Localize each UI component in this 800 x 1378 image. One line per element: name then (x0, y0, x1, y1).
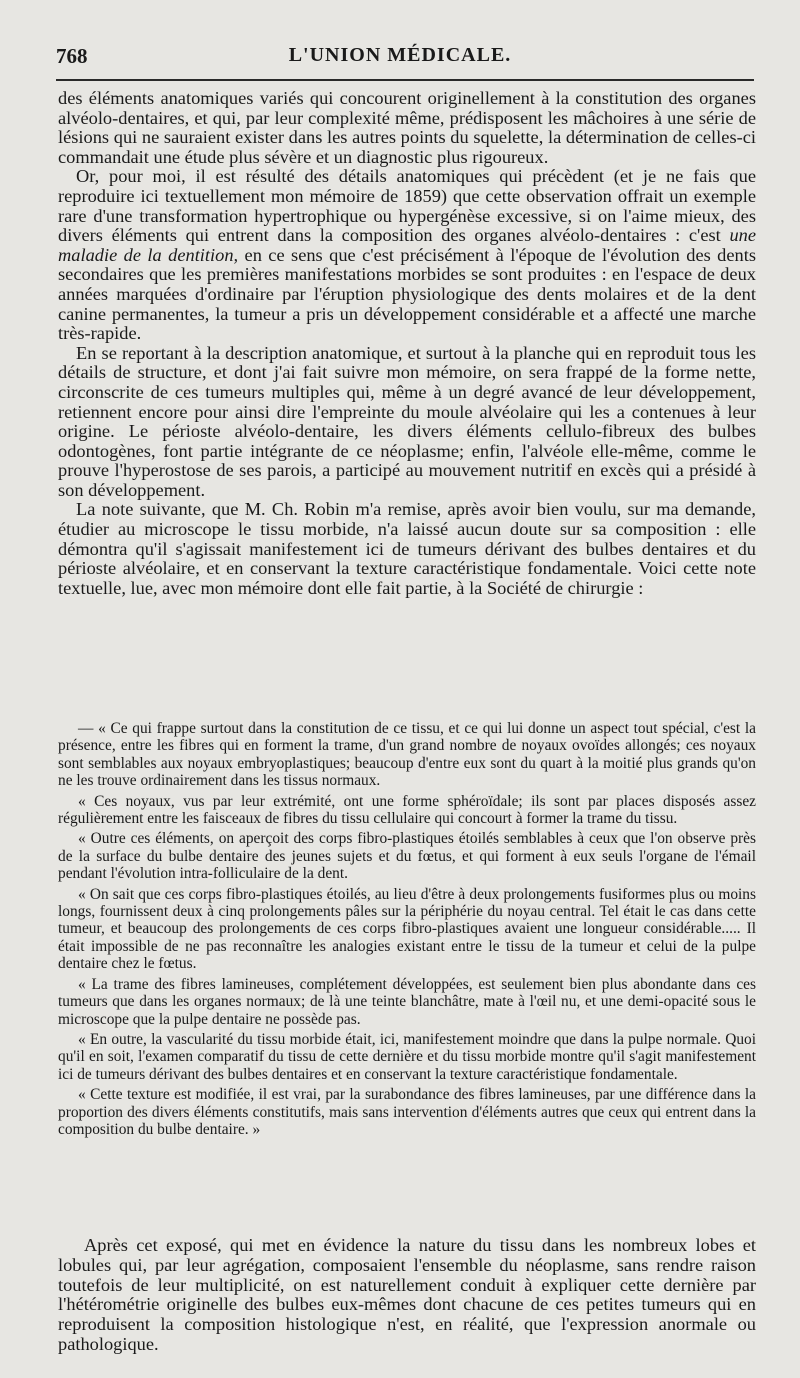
quote-paragraph: — « Ce qui frappe surtout dans la constitution de ce tissu, et ce qui lui donne un aspect tout spécial, c'est la présence, entre les fibres qui en forment la trame, d'un grand nombre de noyaux ovoïdes allongés; ces noyaux sont semblables aux noyaux embryoplastiques; beaucoup d'entre eux sont du quart à la moitié plus grands qu'on ne les trouve ordinairement dans les tissus normaux. (58, 720, 756, 790)
quoted-note (58, 720, 756, 1141)
running-head: L'UNION MÉDICALE. (288, 44, 512, 66)
paragraph-text: en ce sens que c'est précisément à l'époque de l'évolution des dents secondaires que les premières manifestations morbides se sont produites : en l'espace de deux années marquées d'ordinaire par l'éruption physiologique des dents molaires et de la dent canine permanentes, la tumeur a pris un développement considérable et a affecté une marche très-rapide. (58, 244, 756, 344)
paragraph: La note suivante, que M. Ch. Robin m'a remise, après avoir bien voulu, sur ma demande, étudier au microscope le tissu morbide, n'a laissé aucun doute sur sa composition : elle démontra qu'il s'agissait manifestement ici de tumeurs dérivant des bulbes dentaires et du périoste alvéolaire, et en conservant la texture caractéristique fondamentale. Voici cette note textuelle, lue, avec mon mémoire dont elle fait partie, à la Société de chirurgie : (58, 499, 756, 598)
quote-paragraph: « Cette texture est modifiée, il est vrai, par la surabondance des fibres lamineuses, par une différence dans la proportion des divers éléments constitutifs, mais sans intervention d'éléments autres que ceux qui entrent dans la composition du bulbe dentaire. » (58, 1086, 756, 1138)
main-body (58, 89, 756, 598)
quote-paragraph: « Outre ces éléments, on aperçoit des corps fibro-plastiques étoilés semblables à ceux que l'on observe près de la surface du bulbe dentaire des jeunes sujets et du fœtus, et qui forment à eux seuls l'organe de l'émail pendant l'évolution intra-folliculaire de la dent. (58, 830, 756, 883)
quote-paragraph: « En outre, la vascularité du tissu morbide était, ici, manifestement moindre que dans la pulpe normale. Quoi qu'il en soit, l'examen comparatif du tissu de cette dernière et du tissu morbide montre qu'il s'agit manifestement ici de tumeurs dérivant des bulbes dentaires et en conservant la texture caractéristique fondamentale. (58, 1030, 756, 1083)
quote-paragraph: « La trame des fibres lamineuses, complétement développées, est seulement bien plus abondante dans ces tumeurs que dans les organes normaux; de là une teinte blanchâtre, mate à l'œil nu, et une demi-opacité sous le microscope que la pulpe dentaire ne possède pas. (58, 975, 756, 1028)
paragraph: Après cet exposé, qui met en évidence la nature du tissu dans les nombreux lobes et lobules qui, par leur agrégation, composaient l'ensemble du néoplasme, sans rendre raison toutefois de leur multiplicité, on est naturellement conduit à expliquer cette dernière par l'hétérométrie originelle des bulbes eux-mêmes dont chacune de ces petites tumeurs qui en reproduisent la composition histologique n'est, en réalité, que l'expression anormale ou pathologique. (58, 1235, 756, 1354)
page-header (56, 44, 744, 74)
paragraph-text: Or, pour moi, il est résulté des détails anatomiques qui précèdent (et je ne fais que reproduire ici textuellement mon mémoire de 1859) que cette observation offrait un exemple rare d'une transformation hypertrophique ou hypergénèse excessive, si on l'aime mieux, des divers éléments qui entrent dans la composition des organes alvéolo-dentaires : c'est (58, 166, 756, 246)
header-rule (56, 79, 754, 81)
paragraph-continued: des éléments anatomiques variés qui concourent originellement à la constitution des organes alvéolo-dentaires, et qui, par leur complexité même, prédisposent les mâchoires à une série de lésions qui ne sauraient exister dans les autres points du squelette, la détermination de celles-ci commandait une étude plus sévère et un diagnostic plus rigoureux. (58, 88, 756, 167)
quote-paragraph: « Ces noyaux, vus par leur extrémité, ont une forme sphéroïdale; ils sont par places disposés assez régulièrement entre les faisceaux de fibres du tissu cellulaire qui concourt à former la trame du tissu. (58, 792, 756, 828)
page-number: 768 (56, 44, 88, 68)
quote-paragraph: « On sait que ces corps fibro-plastiques étoilés, au lieu d'être à deux prolongements fusiformes plus ou moins longs, fournissent deux à cinq prolongements pâles sur la périphérie du noyau central. Tel était le cas dans cette tumeur, et beaucoup des prolongements de ces corps fibro-plastiques avaient une longueur considérable..... Il était impossible de ne pas reconnaître les analogies existant entre le tissu de la tumeur et celui de la pulpe dentaire chez le fœtus. (58, 885, 756, 973)
italic-phrase: une maladie de la dentition, (58, 225, 756, 265)
closing-section (58, 1236, 756, 1355)
paragraph: En se reportant à la description anatomique, et surtout à la planche qui en reproduit tous les détails de structure, et dont j'ai fait suivre mon mémoire, on sera frappé de la forme nette, circonscrite de ces tumeurs multiples qui, même à un degré avancé de leur développement, retiennent encore pour ainsi dire l'empreinte du moule alvéolaire qui les a contenues à leur origine. Le périoste alvéolo-dentaire, les divers éléments cellulo-fibreux des bulbes odontogènes, font partie intégrante de ce néoplasme; enfin, l'alvéole elle-même, comme le prouve l'hyperostose de ses parois, a participé au mouvement nutritif en excès qui a présidé à son développement. (58, 342, 756, 500)
paragraph (58, 167, 756, 343)
